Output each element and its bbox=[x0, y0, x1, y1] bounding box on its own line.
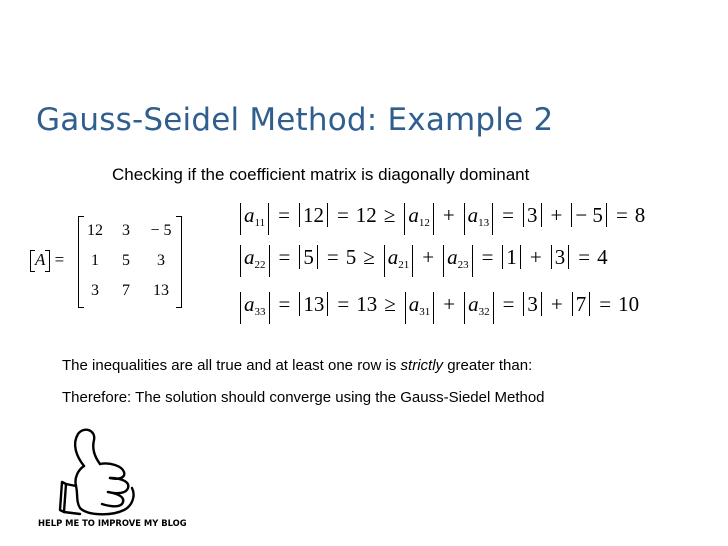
equation-row-2 bbox=[238, 242, 608, 272]
off-sum: 4 bbox=[597, 245, 608, 269]
matrix-cell: 3 bbox=[91, 282, 99, 299]
diag-sub: 33 bbox=[254, 306, 266, 318]
off-var: a bbox=[468, 292, 479, 316]
geq-sign: ≥ bbox=[384, 292, 396, 316]
diag-var: a bbox=[244, 203, 255, 227]
diag-num: 12 bbox=[355, 203, 377, 227]
off-sum: 8 bbox=[634, 203, 646, 227]
eq-sign: = bbox=[326, 245, 339, 269]
eq-sign: = bbox=[278, 203, 290, 227]
off-sub: 13 bbox=[478, 217, 490, 229]
off-abs-val: 3 bbox=[523, 203, 542, 227]
off-abs-val: − 5 bbox=[571, 203, 607, 227]
note-line-1 bbox=[62, 357, 532, 374]
off-sub: 31 bbox=[419, 306, 431, 318]
matrix-cell: 3 bbox=[122, 222, 130, 239]
note-text: greater than: bbox=[443, 357, 533, 374]
matrix-right-bracket bbox=[176, 216, 182, 308]
eq-sign: = bbox=[336, 203, 349, 227]
matrix-cell: 3 bbox=[157, 252, 165, 269]
diag-sub: 11 bbox=[254, 217, 266, 229]
matrix-cell: 12 bbox=[87, 222, 103, 239]
eq-sign: = bbox=[615, 203, 628, 227]
plus-sign: + bbox=[422, 245, 435, 269]
diag-sub: 22 bbox=[254, 259, 266, 271]
off-abs-val: 3 bbox=[551, 245, 570, 269]
eq-sign: = bbox=[502, 292, 515, 316]
off-sub: 23 bbox=[457, 259, 469, 271]
plus-sign: + bbox=[550, 203, 563, 227]
plus-sign: + bbox=[442, 203, 455, 227]
geq-sign: ≥ bbox=[363, 245, 375, 269]
matrix-cell: 5 bbox=[122, 252, 130, 269]
slide-title: Gauss-Seidel Method: Example 2 bbox=[36, 102, 554, 138]
eq-sign: = bbox=[278, 245, 291, 269]
diag-num: 13 bbox=[356, 292, 378, 316]
note-line-2: Therefore: The solution should converge using the Gauss-Siedel Method bbox=[62, 389, 545, 406]
off-var: a bbox=[467, 203, 479, 227]
diag-var: a bbox=[244, 245, 255, 269]
matrix-cell: 1 bbox=[91, 252, 99, 269]
off-var: a bbox=[408, 203, 419, 227]
off-var: a bbox=[387, 245, 399, 269]
diag-var: a bbox=[244, 292, 255, 316]
eq-sign: = bbox=[502, 203, 514, 227]
eq-sign: = bbox=[337, 292, 350, 316]
off-sub: 32 bbox=[478, 306, 490, 318]
diag-abs-val: 5 bbox=[299, 245, 318, 269]
coefficient-matrix bbox=[30, 216, 190, 312]
matrix-cell: − 5 bbox=[150, 222, 172, 239]
off-abs-val: 1 bbox=[502, 245, 521, 269]
matrix-body bbox=[78, 216, 182, 308]
off-var: a bbox=[447, 245, 458, 269]
matrix-equals: = bbox=[54, 250, 65, 269]
off-sub: 21 bbox=[398, 259, 410, 271]
off-abs-val: 7 bbox=[572, 292, 591, 316]
equation-row-1 bbox=[238, 200, 645, 230]
note-emphasis: strictly bbox=[400, 357, 444, 374]
logo-caption: HELP ME TO IMPROVE MY BLOG bbox=[38, 518, 187, 528]
off-sum: 10 bbox=[618, 292, 640, 316]
plus-sign: + bbox=[550, 292, 563, 316]
geq-sign: ≥ bbox=[383, 203, 396, 227]
diag-abs-val: 13 bbox=[299, 292, 328, 316]
eq-sign: = bbox=[278, 292, 291, 316]
thumbs-up-logo bbox=[36, 420, 187, 532]
matrix-cell: 13 bbox=[153, 282, 169, 299]
off-abs-val: 3 bbox=[523, 292, 542, 316]
off-var: a bbox=[408, 292, 420, 316]
slide-subtitle: Checking if the coefficient matrix is diagonally dominant bbox=[112, 165, 530, 184]
equation-row-3 bbox=[238, 289, 639, 319]
matrix-cell: 7 bbox=[122, 282, 130, 299]
eq-sign: = bbox=[481, 245, 494, 269]
eq-sign: = bbox=[599, 292, 612, 316]
diag-num: 5 bbox=[345, 245, 357, 269]
diag-abs-val: 12 bbox=[299, 203, 328, 227]
plus-sign: + bbox=[443, 292, 456, 316]
eq-sign: = bbox=[578, 245, 591, 269]
off-sub: 12 bbox=[418, 217, 430, 229]
matrix-label bbox=[30, 250, 64, 272]
plus-sign: + bbox=[529, 245, 542, 269]
matrix-name: A bbox=[35, 250, 46, 269]
note-text: The inequalities are all true and at least one row is bbox=[62, 357, 401, 374]
thumbs-up-icon bbox=[36, 420, 187, 532]
